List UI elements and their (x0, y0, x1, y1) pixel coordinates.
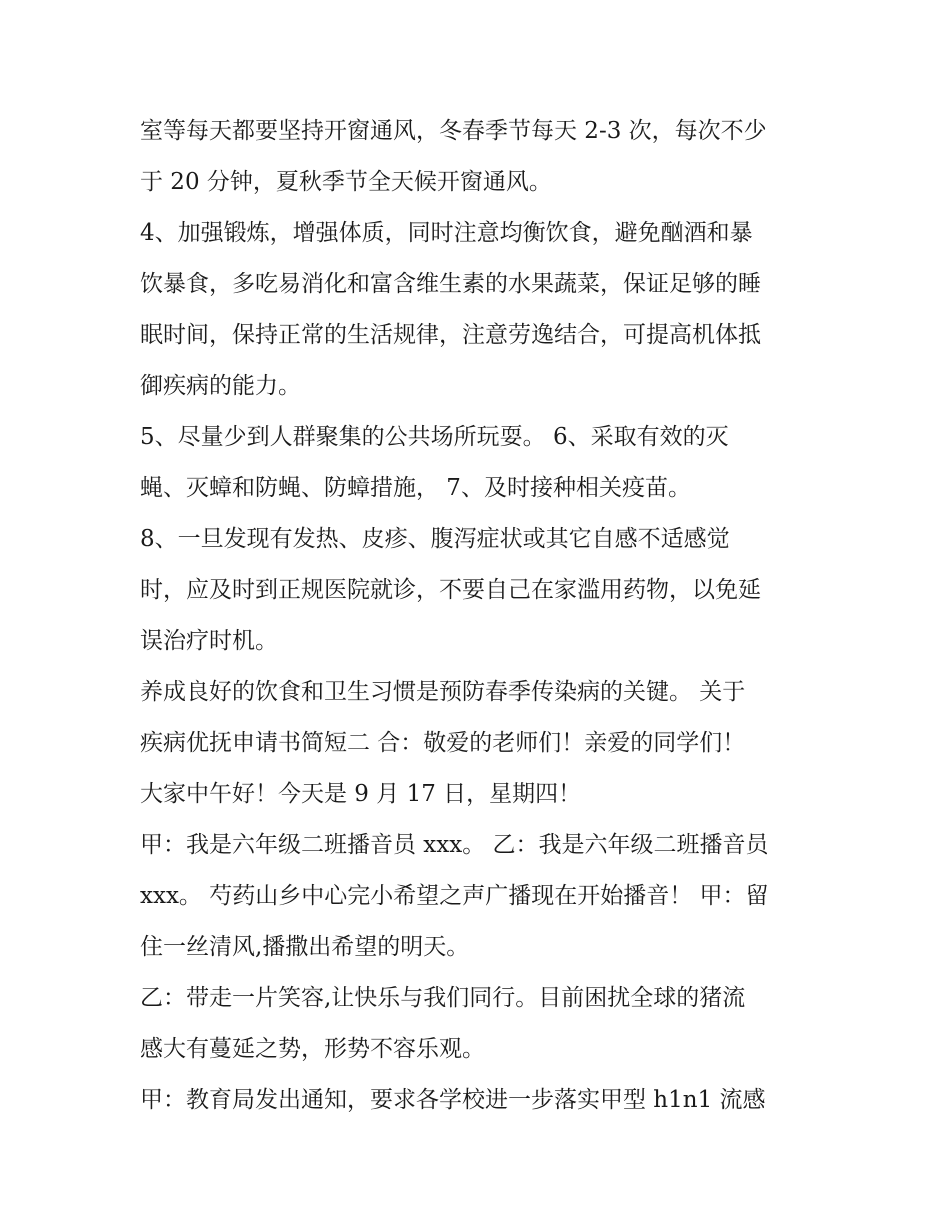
text-line: 疾病优抚申请书简短二 合：敬爱的老师们！亲爱的同学们！ (140, 730, 746, 756)
text-line: 乙：带走一片笑容,让快乐与我们同行。目前困扰全球的猪流 (140, 985, 746, 1011)
text-line: 于 20 分钟，夏秋季节全天候开窗通风。 (140, 169, 552, 195)
text-line: 甲：教育局发出通知，要求各学校进一步落实甲型 h1n1 流感 (140, 1087, 766, 1113)
text-line: 眠时间，保持正常的生活规律，注意劳逸结合，可提高机体抵 (140, 322, 761, 348)
text-line: 住一丝清风,播撒出希望的明天。 (140, 934, 470, 960)
document-body (140, 106, 820, 1126)
text-line: 蝇、灭蟑和防蝇、防蟑措施， 7、及时接种相关疫苗。 (140, 475, 691, 501)
text-line: 养成良好的饮食和卫生习惯是预防春季传染病的关键。 关于 (140, 679, 746, 705)
text-line: 饮暴食，多吃易消化和富含维生素的水果蔬菜，保证足够的睡 (140, 271, 761, 297)
text-line: 大家中午好！今天是 9 月 17 日，星期四！ (140, 781, 582, 807)
text-line: 室等每天都要坚持开窗通风，冬春季节每天 2-3 次，每次不少 (140, 118, 767, 144)
text-line: 8、一旦发现有发热、皮疹、腹泻症状或其它自感不适感觉 (140, 526, 730, 552)
text-line: 4、加强锻炼，增强体质，同时注意均衡饮食，避免酗酒和暴 (140, 220, 753, 246)
text-line: 甲：我是六年级二班播音员 xxx。 乙：我是六年级二班播音员 (140, 832, 769, 858)
text-line: 5、尽量少到人群聚集的公共场所玩耍。 6、采取有效的灭 (140, 424, 729, 450)
text-line: xxx。 芍药山乡中心完小希望之声广播现在开始播音！ 甲：留 (140, 883, 769, 909)
text-line: 误治疗时机。 (140, 628, 278, 654)
text-block (140, 106, 820, 1126)
text-line: 感大有蔓延之势，形势不容乐观。 (140, 1036, 485, 1062)
text-line: 御疾病的能力。 (140, 373, 301, 399)
text-line: 时，应及时到正规医院就诊，不要自己在家滥用药物，以免延 (140, 577, 761, 603)
